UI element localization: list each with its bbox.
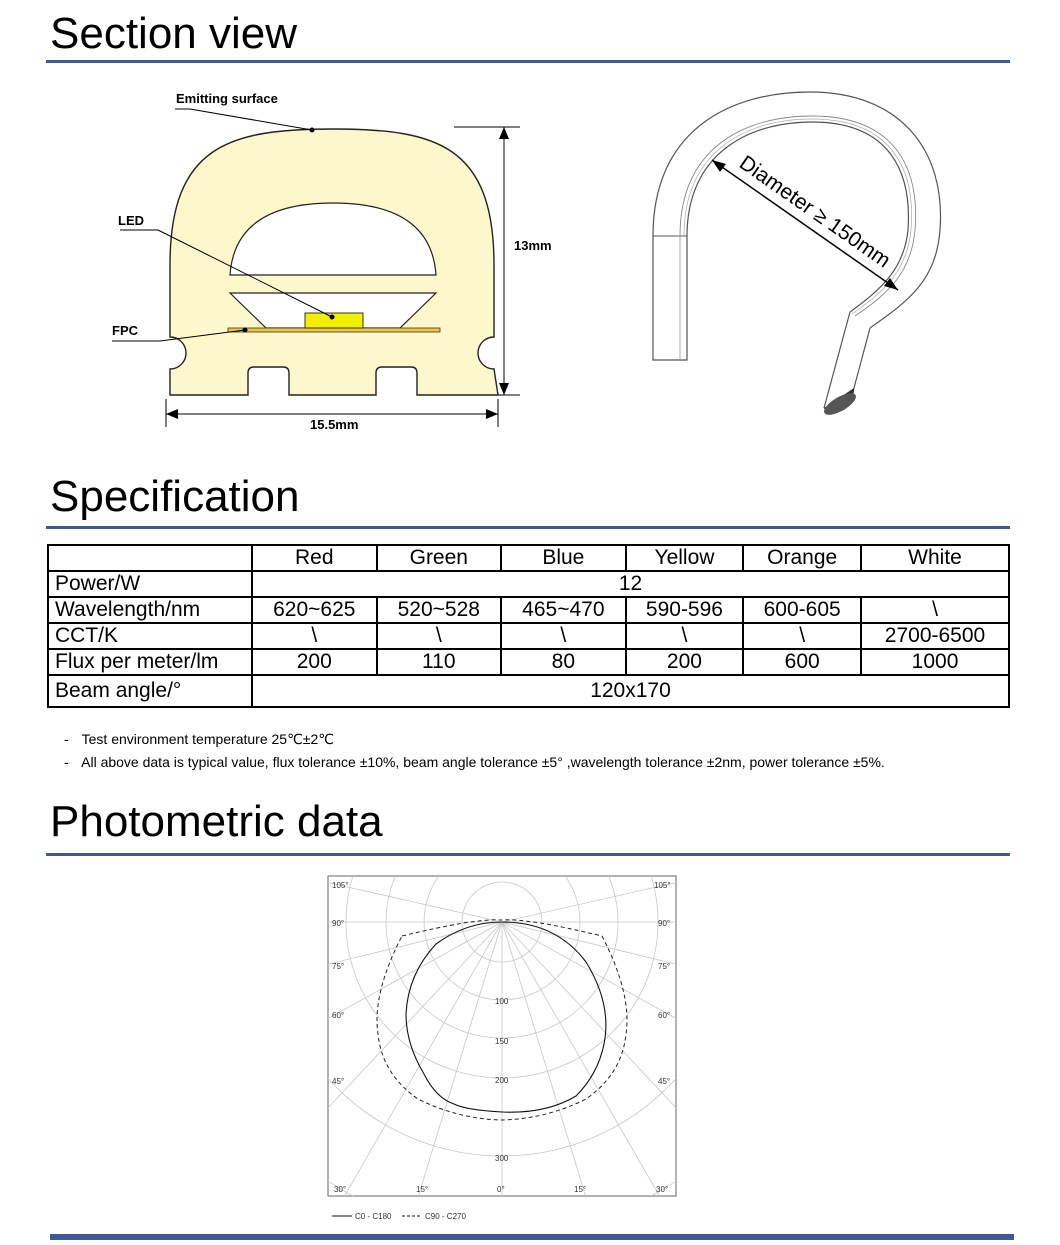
table-row xyxy=(48,649,1009,675)
header-cell: Blue xyxy=(501,545,626,571)
note-item: - Test environment temperature 25℃±2℃ xyxy=(64,731,334,747)
angle-label: 75° xyxy=(332,962,345,971)
table-cell: 600 xyxy=(743,649,861,675)
table-cell: \ xyxy=(743,623,861,649)
table-cell: 620~625 xyxy=(252,597,377,623)
angle-label: 15° xyxy=(416,1185,429,1194)
notes xyxy=(64,728,885,774)
note-item: - All above data is typical value, flux tolerance ±10%, beam angle tolerance ±5° ,wavelength tolerance ±2nm, power tolerance ±5%. xyxy=(64,754,885,770)
table-cell: 600-605 xyxy=(743,597,861,623)
width-dimension: 15.5mm xyxy=(310,417,359,432)
angle-label: 75° xyxy=(658,962,671,971)
bottom-rule xyxy=(50,1234,1014,1240)
legend-c0-c180: C0 - C180 xyxy=(355,1212,392,1221)
angle-label: 60° xyxy=(658,1011,671,1020)
header-cell: White xyxy=(861,545,1009,571)
diameter-label: Diameter ≥ 150mm xyxy=(735,151,895,273)
fpc-strip xyxy=(228,328,440,332)
note-text: Test environment temperature 25℃±2℃ xyxy=(81,731,334,747)
table-cell: 110 xyxy=(377,649,502,675)
emitting-surface-label: Emitting surface xyxy=(176,91,278,106)
angle-label: 15° xyxy=(574,1185,587,1194)
row-label: CCT/K xyxy=(48,623,252,649)
table-cell: 12 xyxy=(252,571,1009,597)
led-label: LED xyxy=(118,213,144,228)
fpc-label: FPC xyxy=(112,323,138,338)
table-cell: 200 xyxy=(626,649,744,675)
section-view-rule xyxy=(46,60,1010,63)
section-view-heading: Section view xyxy=(50,9,298,58)
table-header-row xyxy=(48,545,1009,571)
specification-rule xyxy=(46,526,1010,529)
radial-label: 300 xyxy=(495,1154,509,1163)
table-cell: \ xyxy=(626,623,744,649)
angle-label: 105° xyxy=(654,881,671,890)
photometric-heading: Photometric data xyxy=(50,797,383,846)
header-cell: Yellow xyxy=(626,545,744,571)
table-row xyxy=(48,571,1009,597)
header-cell: Red xyxy=(252,545,377,571)
radial-label: 200 xyxy=(495,1076,509,1085)
angle-label: 45° xyxy=(332,1077,345,1086)
angle-label: 30° xyxy=(656,1185,669,1194)
row-label: Wavelength/nm xyxy=(48,597,252,623)
angle-label: 60° xyxy=(332,1011,345,1020)
row-label: Beam angle/° xyxy=(48,675,252,707)
table-cell: 2700-6500 xyxy=(861,623,1009,649)
angle-label: 105° xyxy=(332,881,349,890)
radial-label: 100 xyxy=(495,997,509,1006)
height-dimension: 13mm xyxy=(514,238,552,253)
bend-diagram xyxy=(640,90,960,430)
specification-table xyxy=(47,544,1010,708)
table-cell: 200 xyxy=(252,649,377,675)
legend-c90-c270: C90 - C270 xyxy=(425,1212,466,1221)
table-cell: \ xyxy=(377,623,502,649)
table-cell: 465~470 xyxy=(501,597,626,623)
header-cell: Orange xyxy=(743,545,861,571)
table-row xyxy=(48,623,1009,649)
row-label: Flux per meter/lm xyxy=(48,649,252,675)
table-cell: 80 xyxy=(501,649,626,675)
table-cell: 120x170 xyxy=(252,675,1009,707)
photometric-rule xyxy=(46,853,1010,856)
angle-label: 90° xyxy=(658,919,671,928)
note-text: All above data is typical value, flux tolerance ±10%, beam angle tolerance ±5° ,wavelength tolerance ±2nm, power tolerance ±5%. xyxy=(81,754,885,770)
table-cell: \ xyxy=(501,623,626,649)
header-cell: Green xyxy=(377,545,502,571)
radial-label: 150 xyxy=(495,1037,509,1046)
angle-label: 0° xyxy=(497,1185,505,1194)
table-cell: \ xyxy=(252,623,377,649)
angle-label: 90° xyxy=(332,919,345,928)
angle-label: 45° xyxy=(658,1077,671,1086)
angle-label: 30° xyxy=(334,1185,347,1194)
table-cell: \ xyxy=(861,597,1009,623)
polar-intensity-chart xyxy=(326,874,678,1226)
table-row xyxy=(48,597,1009,623)
table-cell: 520~528 xyxy=(377,597,502,623)
row-label: Power/W xyxy=(48,571,252,597)
led-chip xyxy=(305,313,363,328)
cross-section-diagram xyxy=(100,85,570,440)
specification-heading: Specification xyxy=(50,472,300,521)
table-cell: 1000 xyxy=(861,649,1009,675)
header-cell xyxy=(48,545,252,571)
table-row xyxy=(48,675,1009,707)
table-cell: 590-596 xyxy=(626,597,744,623)
